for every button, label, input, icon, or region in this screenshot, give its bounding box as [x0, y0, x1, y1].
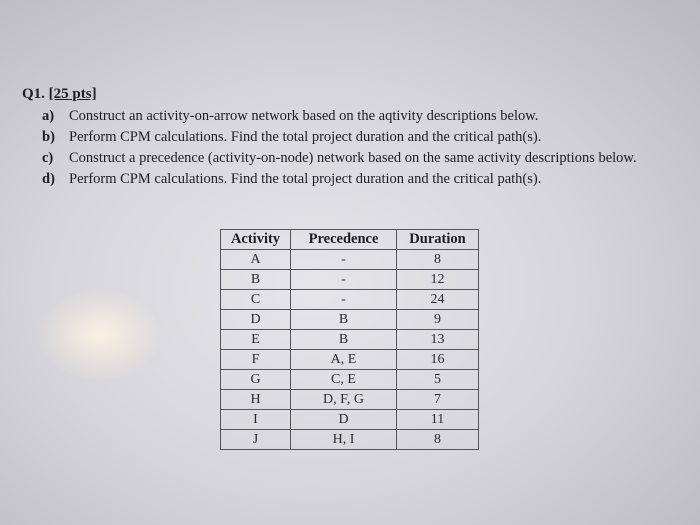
- duration-cell: 9: [397, 310, 479, 330]
- activity-cell: C: [221, 290, 291, 310]
- column-header-precedence: Precedence: [291, 230, 397, 250]
- precedence-cell: -: [291, 250, 397, 270]
- table-row: [221, 430, 479, 450]
- activity-cell: B: [221, 270, 291, 290]
- precedence-cell: A, E: [291, 350, 397, 370]
- table-row: [221, 250, 479, 270]
- part-d: [42, 169, 682, 189]
- part-text: Construct an activity-on-arrow network based on the aqtivity descriptions below.: [69, 108, 539, 124]
- part-label: b): [42, 129, 55, 145]
- duration-cell: 13: [397, 330, 479, 350]
- activity-cell: D: [221, 310, 291, 330]
- precedence-cell: B: [291, 310, 397, 330]
- duration-cell: 7: [397, 390, 479, 410]
- table-header-row: [221, 230, 479, 250]
- activity-cell: H: [221, 390, 291, 410]
- column-header-activity: Activity: [221, 230, 291, 250]
- precedence-cell: D: [291, 410, 397, 430]
- part-c: [42, 148, 682, 168]
- duration-cell: 8: [397, 250, 479, 270]
- precedence-cell: -: [291, 290, 397, 310]
- question-header: [22, 86, 97, 103]
- precedence-cell: -: [291, 270, 397, 290]
- question-parts: [42, 106, 682, 190]
- part-label: c): [42, 150, 54, 166]
- part-label: a): [42, 108, 55, 124]
- precedence-cell: H, I: [291, 430, 397, 450]
- precedence-cell: C, E: [291, 370, 397, 390]
- table-row: [221, 330, 479, 350]
- duration-cell: 11: [397, 410, 479, 430]
- table-row: [221, 410, 479, 430]
- table-row: [221, 290, 479, 310]
- precedence-cell: D, F, G: [291, 390, 397, 410]
- part-text: Construct a precedence (activity-on-node) network based on the same activity descriptions below.: [69, 150, 637, 166]
- activity-cell: E: [221, 330, 291, 350]
- duration-cell: 8: [397, 430, 479, 450]
- part-text: Perform CPM calculations. Find the total project duration and the critical path(s).: [69, 129, 542, 145]
- duration-cell: 12: [397, 270, 479, 290]
- duration-cell: 16: [397, 350, 479, 370]
- activity-cell: G: [221, 370, 291, 390]
- part-b: [42, 127, 682, 147]
- table-row: [221, 390, 479, 410]
- table-row: [221, 350, 479, 370]
- activity-table: [220, 229, 479, 450]
- table-row: [221, 310, 479, 330]
- table-row: [221, 270, 479, 290]
- duration-cell: 24: [397, 290, 479, 310]
- activity-cell: J: [221, 430, 291, 450]
- table-row: [221, 370, 479, 390]
- question-number: Q1.: [22, 86, 45, 102]
- part-text: Perform CPM calculations. Find the total project duration and the critical path(s).: [69, 171, 542, 187]
- activity-cell: F: [221, 350, 291, 370]
- duration-cell: 5: [397, 370, 479, 390]
- precedence-cell: B: [291, 330, 397, 350]
- activity-cell: A: [221, 250, 291, 270]
- activity-cell: I: [221, 410, 291, 430]
- column-header-duration: Duration: [397, 230, 479, 250]
- part-a: [42, 106, 682, 126]
- part-label: d): [42, 171, 55, 187]
- question-points: [25 pts]: [48, 86, 97, 102]
